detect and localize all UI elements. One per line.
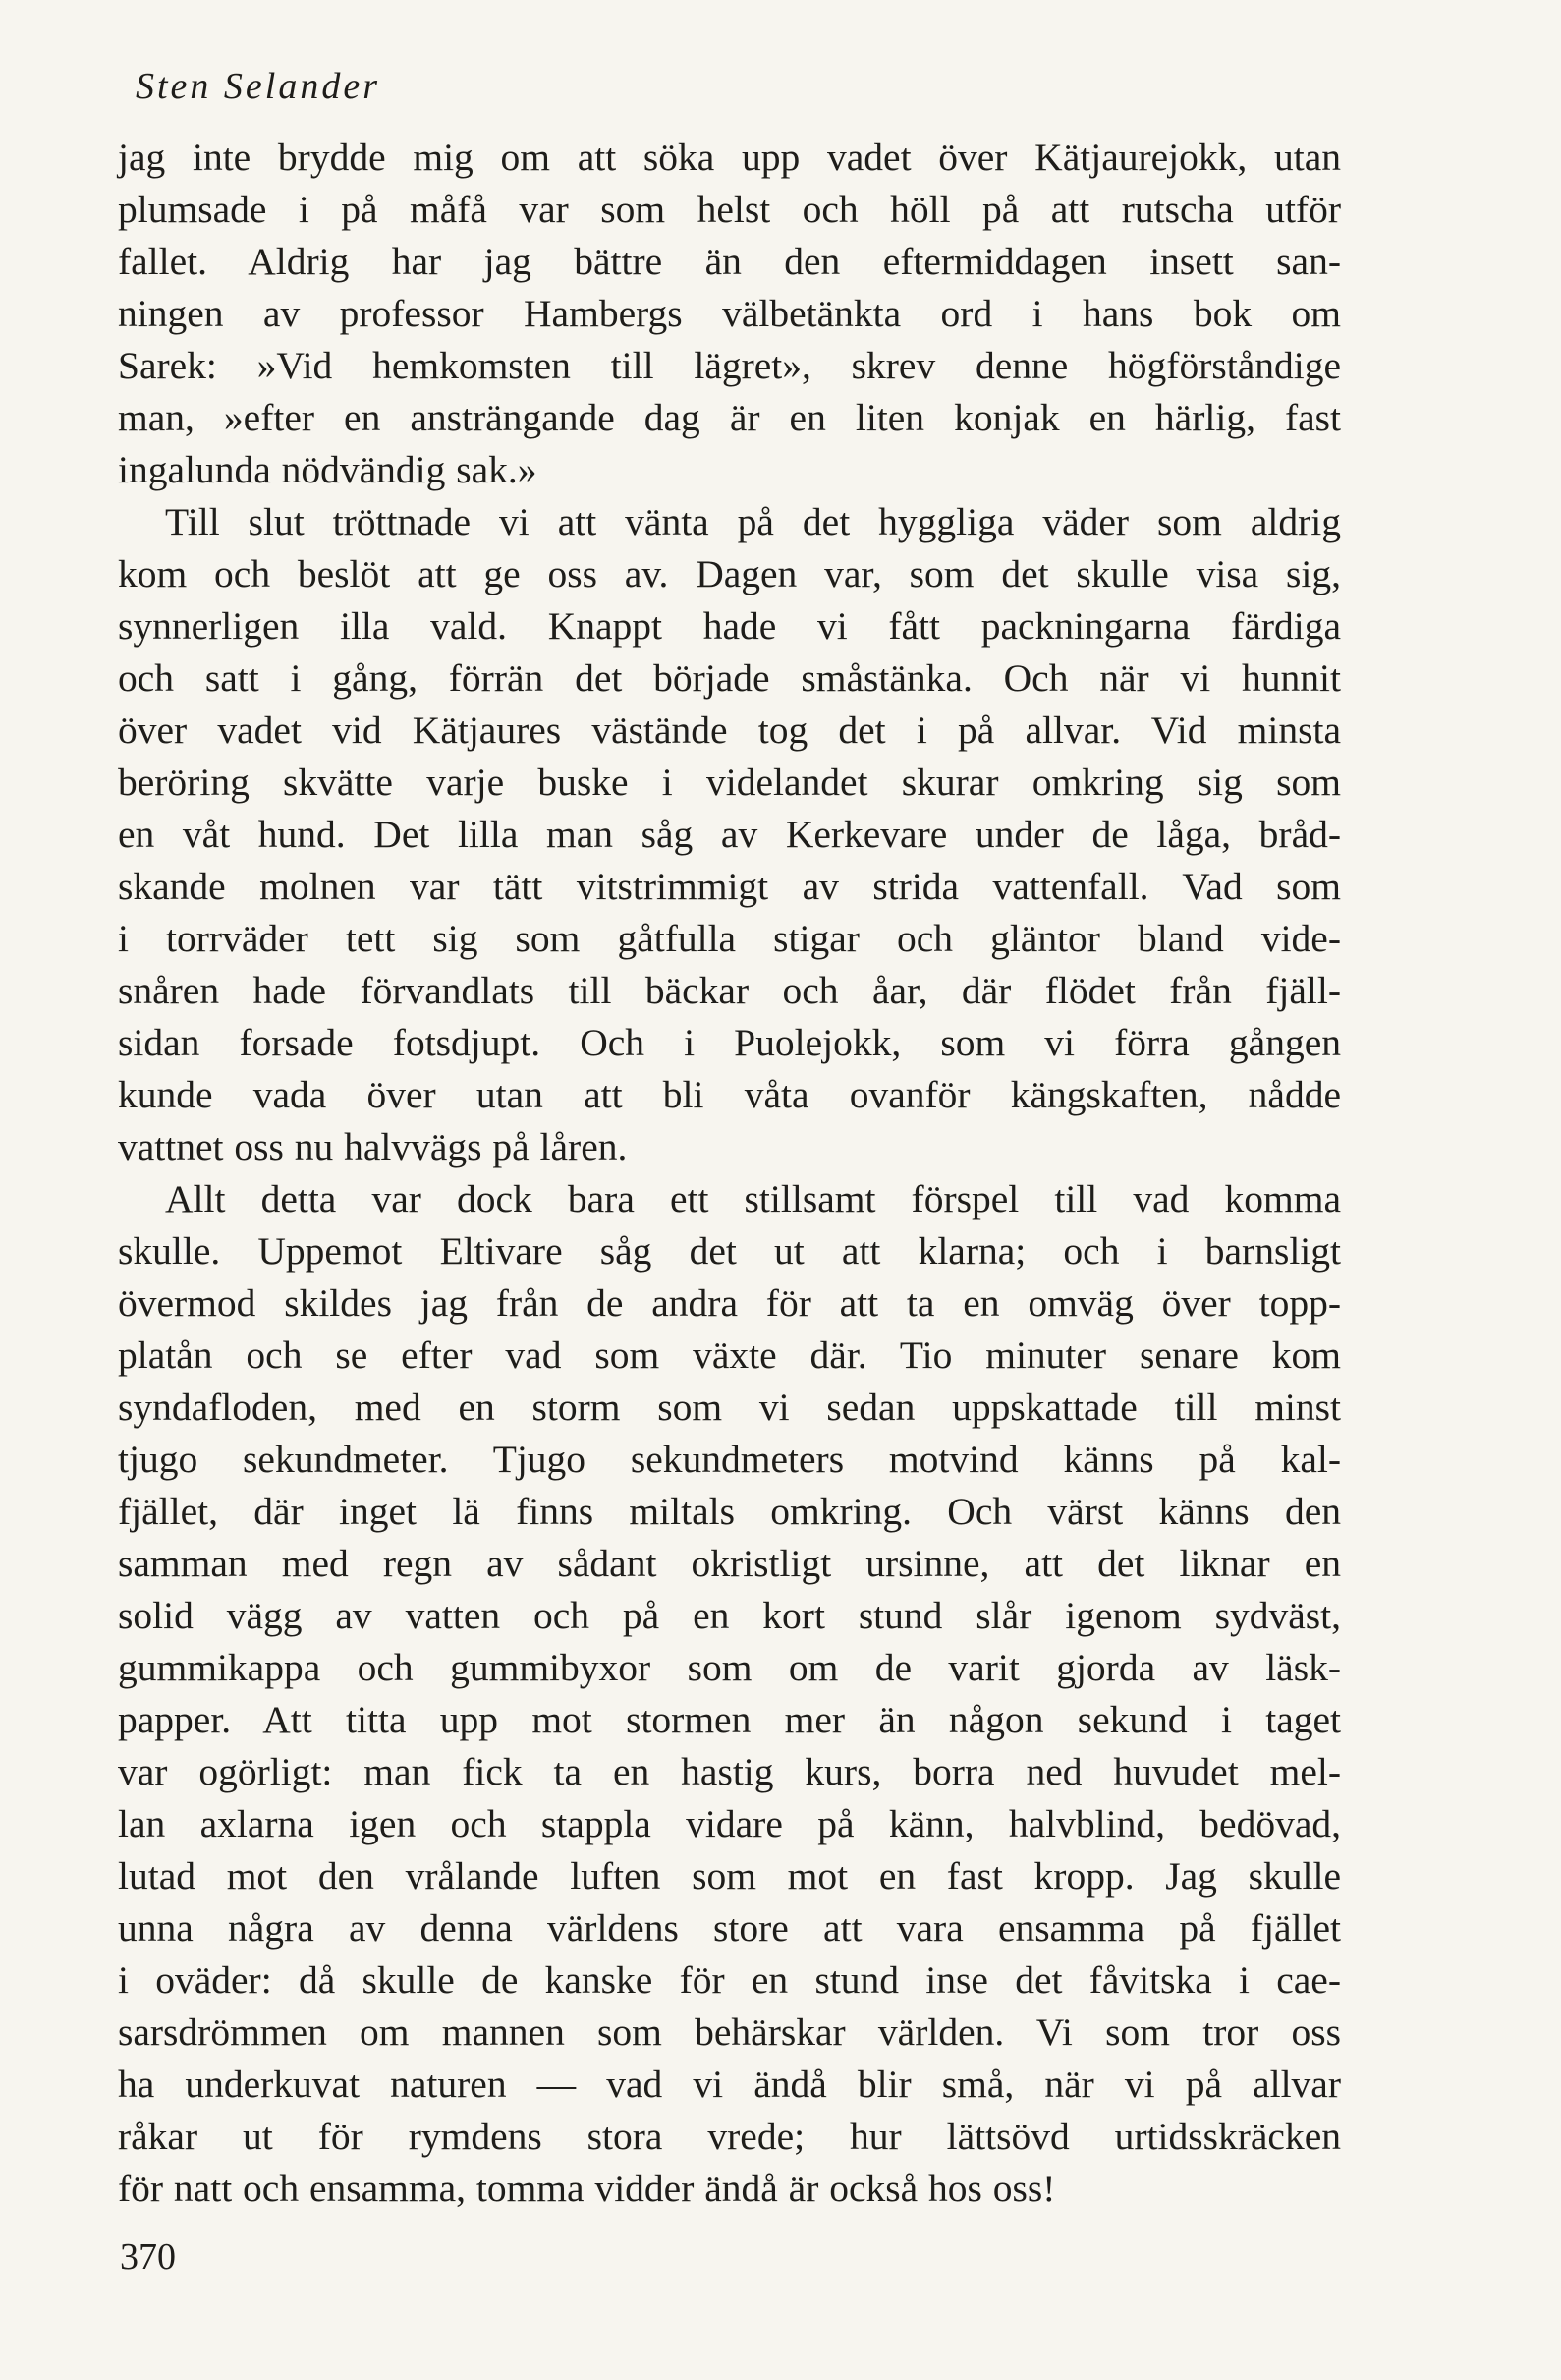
text-line: ingalunda nödvändig sak.» [118,448,537,491]
text-line: över vadet vid Kätjaures västände tog det i på allvar. Vid minsta [118,708,1341,752]
body-text [118,132,1341,2215]
text-line: syndafloden, med en storm som vi sedan uppskattade till minst [118,1386,1341,1429]
text-line: solid vägg av vatten och på en kort stund slår igenom sydväst, [118,1594,1341,1637]
text-line: var ogörligt: man fick ta en hastig kurs, borra ned huvudet mel- [118,1750,1341,1793]
text-line: beröring skvätte varje buske i videlandet skurar omkring sig som [118,761,1341,804]
text-line: gummikappa och gummibyxor som om de varit gjorda av läsk- [118,1646,1341,1689]
text-line: sidan forsade fotsdjupt. Och i Puolejokk, som vi förra gången [118,1021,1341,1064]
text-line: skulle. Uppemot Eltivare såg det ut att klarna; och i barnsligt [118,1229,1341,1273]
text-line: papper. Att titta upp mot stormen mer än någon sekund i taget [118,1698,1341,1741]
text-line: tjugo sekundmeter. Tjugo sekundmeters motvind känns på kal- [118,1438,1341,1481]
text-line: en våt hund. Det lilla man såg av Kerkevare under de låga, bråd- [118,813,1341,856]
text-line: snåren hade förvandlats till bäckar och åar, där flödet från fjäll- [118,969,1341,1012]
text-line: kom och beslöt att ge oss av. Dagen var, som det skulle visa sig, [118,552,1341,595]
text-line: kunde vada över utan att bli våta ovanför kängskaften, nådde [118,1073,1341,1116]
paragraph-first-line: Till slut tröttnade vi att vänta på det hyggliga väder som aldrig [165,500,1341,543]
paragraph-first-line: Allt detta var dock bara ett stillsamt förspel till vad komma [165,1177,1341,1220]
text-line: råkar ut för rymdens stora vrede; hur lättsövd urtidsskräcken [118,2115,1341,2158]
text-line: Sarek: »Vid hemkomsten till lägret», skrev denne högförståndige [118,344,1341,387]
text-line: lan axlarna igen och stappla vidare på känn, halvblind, bedövad, [118,1802,1341,1845]
text-line: övermod skildes jag från de andra för att ta en omväg över topp- [118,1281,1341,1325]
text-line: platån och se efter vad som växte där. Tio minuter senare kom [118,1333,1341,1377]
text-line: i oväder: då skulle de kanske för en stund inse det fåvitska i cae- [118,1958,1341,2002]
text-line: fjället, där inget lä finns miltals omkring. Och värst känns den [118,1490,1341,1533]
text-line: samman med regn av sådant okristligt ursinne, att det liknar en [118,1542,1341,1585]
text-line: plumsade i på måfå var som helst och höll på att rutscha utför [118,188,1341,231]
text-line: sarsdrömmen om mannen som behärskar världen. Vi som tror oss [118,2011,1341,2054]
text-line: man, »efter en ansträngande dag är en liten konjak en härlig, fast [118,396,1341,439]
page-number: 370 [120,2237,176,2278]
text-line: lutad mot den vrålande luften som mot en fast kropp. Jag skulle [118,1854,1341,1898]
text-line: i torrväder tett sig som gåtfulla stigar och gläntor bland vide- [118,917,1341,960]
text-line: synnerligen illa vald. Knappt hade vi fått packningarna färdiga [118,604,1341,648]
text-line: ningen av professor Hambergs välbetänkta ord i hans bok om [118,292,1341,335]
text-line: unna några av denna världens store att vara ensamma på fjället [118,1906,1341,1950]
text-line: vattnet oss nu halvvägs på låren. [118,1125,628,1168]
text-line: jag inte brydde mig om att söka upp vadet över Kätjaurejokk, utan [118,136,1341,179]
text-line: och satt i gång, förrän det började småstänka. Och när vi hunnit [118,656,1341,700]
running-head-author: Sten Selander [136,66,381,107]
text-line: ha underkuvat naturen — vad vi ändå blir små, när vi på allvar [118,2063,1341,2106]
text-line: fallet. Aldrig har jag bättre än den eftermiddagen insett san- [118,240,1341,283]
text-line: för natt och ensamma, tomma vidder ändå är också hos oss! [118,2167,1056,2210]
text-line: skande molnen var tätt vitstrimmigt av strida vattenfall. Vad som [118,865,1341,908]
